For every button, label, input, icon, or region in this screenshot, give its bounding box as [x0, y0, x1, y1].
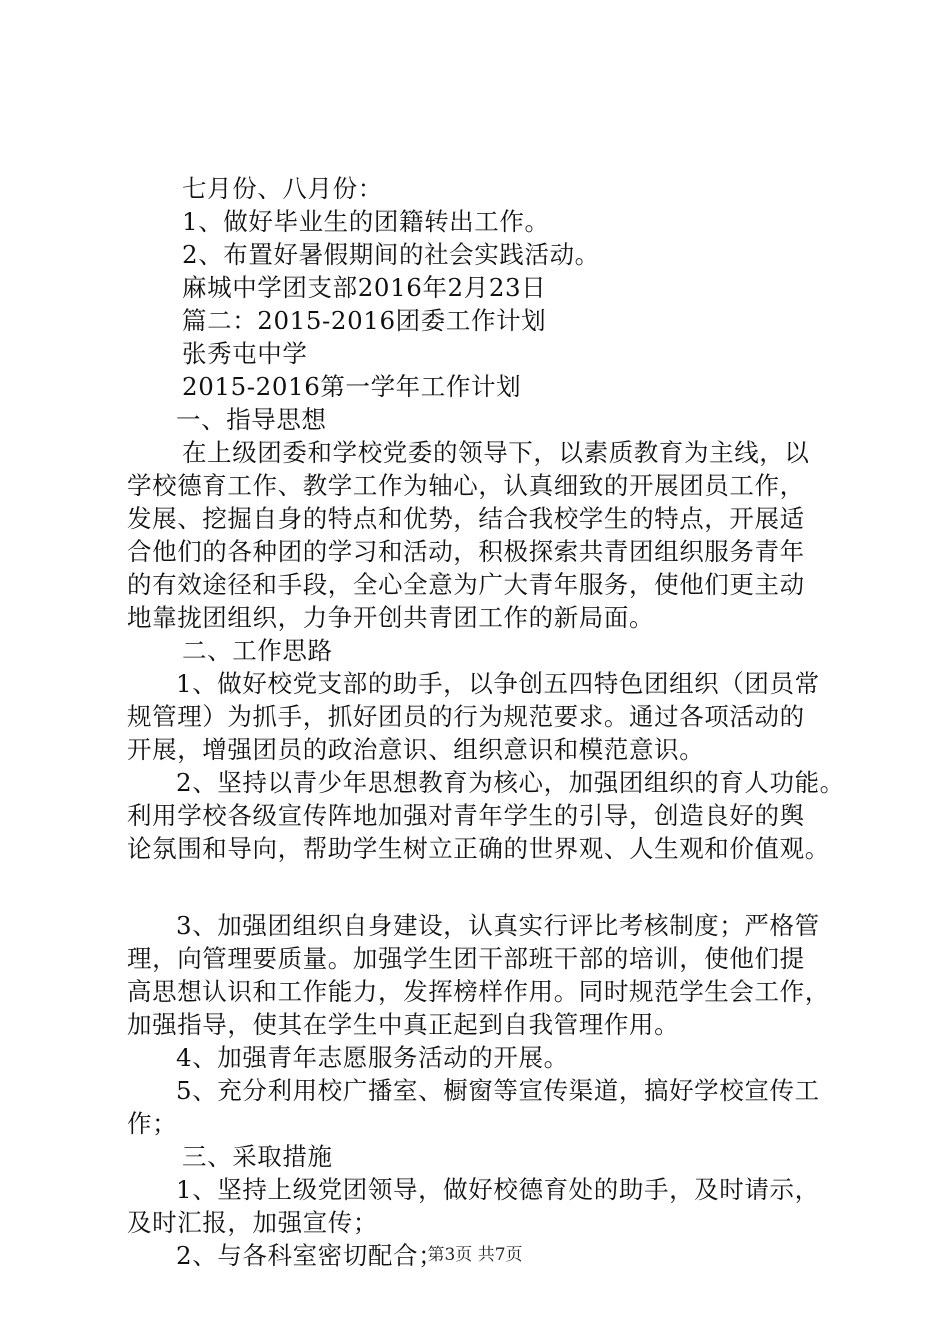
- text-line: 1、做好校党支部的助手，以争创五四特色团组织（团员常: [176, 669, 820, 698]
- text-line: 学校德育工作、教学工作为轴心，认真细致的开展团员工作，: [127, 471, 805, 500]
- text-line: 高思想认识和工作能力，发挥榜样作用。同时规范学生会工作，: [127, 977, 830, 1006]
- text-line: 地靠拢团组织，力争开创共青团工作的新局面。: [127, 603, 655, 632]
- text-line: 3、加强团组织自身建设，认真实行评比考核制度；严格管: [176, 911, 820, 940]
- text-line: 理，向管理要质量。加强学生团干部班干部的培训，使他们提: [127, 944, 805, 973]
- text-line: 论氛围和导向，帮助学生树立正确的世界观、人生观和价值观。: [127, 834, 830, 863]
- text-line: 利用学校各级宣传阵地加强对青年学生的引导，创造良好的舆: [127, 801, 805, 830]
- text-line: 七月份、八月份：: [182, 174, 383, 203]
- section-heading: 一、指导思想: [176, 405, 327, 434]
- text-line: 5、充分利用校广播室、橱窗等宣传渠道，搞好学校宣传工: [176, 1076, 820, 1105]
- text-line: 规管理）为抓手，抓好团员的行为规范要求。通过各项活动的: [127, 702, 805, 731]
- page-footer: 第3页 共7页: [427, 1245, 523, 1265]
- text-line: 2015-2016第一学年工作计划: [182, 372, 522, 401]
- text-line: 合他们的各种团的学习和活动，积极探索共青团组织服务青年: [127, 537, 805, 566]
- section-heading: 篇二：2015-2016团委工作计划: [182, 306, 547, 335]
- text-line: 1、坚持上级党团领导，做好校德育处的助手，及时请示，: [176, 1175, 820, 1204]
- text-line: 4、加强青年志愿服务活动的开展。: [176, 1043, 569, 1072]
- text-line: 开展，增强团员的政治意识、组织意识和模范意识。: [127, 735, 705, 764]
- text-line: 作；: [127, 1109, 178, 1138]
- paragraph-gap: [127, 865, 849, 909]
- text-line: 发展、挖掘自身的特点和优势，结合我校学生的特点，开展适: [127, 504, 805, 533]
- text-line: 2、与各科室密切配合；: [176, 1241, 444, 1270]
- text-line: 麻城中学团支部2016年2月23日: [182, 273, 547, 302]
- text-line: 加强指导，使其在学生中真正起到自我管理作用。: [127, 1010, 680, 1039]
- text-line: 张秀屯中学: [182, 339, 308, 368]
- text-line: 及时汇报，加强宣传；: [127, 1208, 378, 1237]
- section-heading: 二、工作思路: [182, 636, 333, 665]
- text-line: 2、布置好暑假期间的社会实践活动。: [182, 240, 600, 269]
- section-heading: 三、采取措施: [182, 1142, 333, 1171]
- text-line: 1、做好毕业生的团籍转出工作。: [182, 207, 550, 236]
- text-line: 在上级团委和学校党委的领导下，以素质教育为主线，以: [182, 438, 810, 467]
- text-line: 的有效途径和手段，全心全意为广大青年服务，使他们更主动: [127, 570, 805, 599]
- document-body: [127, 172, 849, 1272]
- text-line: 2、坚持以青少年思想教育为核心，加强团组织的育人功能。: [176, 768, 845, 797]
